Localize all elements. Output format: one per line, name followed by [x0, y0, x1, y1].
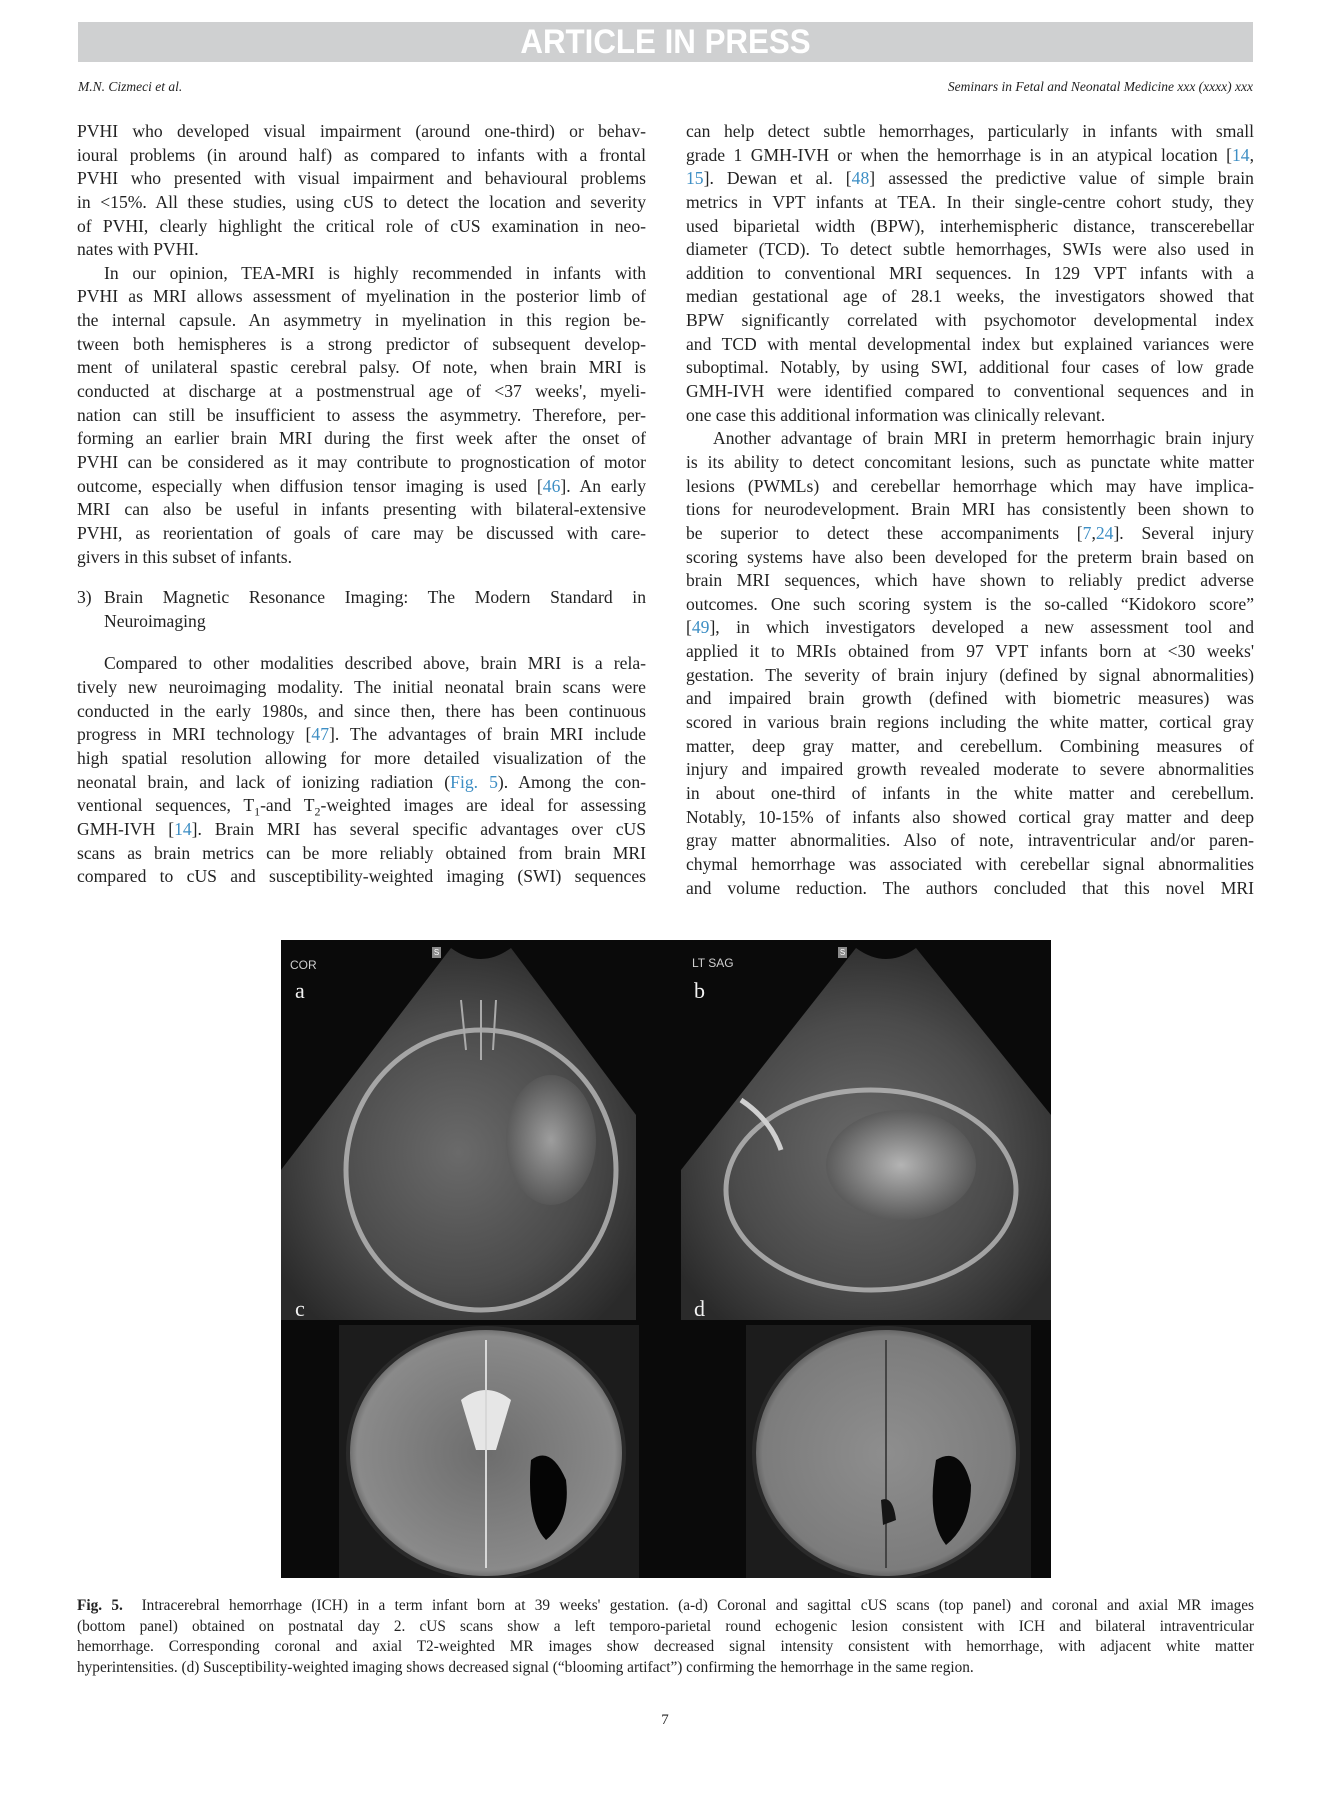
caption-line: (bottom panel) obtained on postnatal day 2. cUS scans show a left temporo-parietal round echogenic lesion consistent with ICH and bilateral intraventricular	[77, 1617, 1254, 1635]
text-line: in <15%. All these studies, using cUS to detect the location and severity	[77, 191, 646, 212]
text-line: PVHI as MRI allows assessment of myelination in the posterior limb of	[77, 286, 646, 307]
text-line: givers in this subset of infants.	[77, 546, 293, 567]
section-heading	[77, 586, 646, 633]
panel-a-ultrasound	[281, 948, 636, 1320]
text-line: be superior to detect these accompaniments [7,24]. Several injury	[686, 522, 1254, 543]
text-line: GMH-IVH were identified compared to conventional sequences and in	[686, 381, 1254, 402]
text-line: median gestational age of 28.1 weeks, the investigators showed that	[686, 286, 1254, 307]
text-line: Another advantage of brain MRI in preterm hemorrhagic brain injury	[713, 428, 1254, 449]
text-line: of PVHI, clearly highlight the critical role of cUS examination in neo-	[77, 215, 646, 236]
citation-link[interactable]: 24	[1095, 522, 1114, 543]
text-line: In our opinion, TEA-MRI is highly recommended in infants with	[104, 262, 646, 283]
text-line: diameter (TCD). To detect subtle hemorrhages, SWIs were also used in	[686, 239, 1254, 260]
text-line: outcomes. One such scoring system is the so-called “Kidokoro score”	[686, 593, 1254, 614]
text-line: injury and impaired growth revealed moderate to severe abnormalities	[686, 759, 1254, 780]
text-line: forming an earlier brain MRI during the first week after the onset of	[77, 428, 646, 449]
citation-link[interactable]: 48	[851, 168, 870, 189]
text-line: ment of unilateral spastic cerebral palsy. Of note, when brain MRI is	[77, 357, 646, 378]
paragraph	[686, 427, 1254, 900]
citation-link[interactable]: 46	[542, 475, 561, 496]
panel-d-mri-swi	[746, 1325, 1031, 1578]
paragraph	[77, 262, 646, 569]
text-line: scoring systems have also been developed for the preterm brain based on	[686, 546, 1254, 567]
text-line: neonatal brain, and lack of ionizing radiation (Fig. 5). Among the con-	[77, 771, 646, 792]
text-line: used biparietal width (BPW), interhemispheric distance, transcerebellar	[686, 215, 1254, 236]
spacer	[77, 569, 646, 586]
caption-line: Fig. 5. Intracerebral hemorrhage (ICH) in a term infant born at 39 weeks' gestation. (a-d) Coronal and sagittal cUS scans (top panel) and coronal and axial MR images	[77, 1597, 1255, 1614]
citation-link[interactable]: 14	[174, 818, 192, 839]
text-line: and TCD with mental developmental index but explained variances were	[686, 333, 1254, 354]
text-line: tively new neuroimaging modality. The initial neonatal brain scans were	[77, 677, 646, 698]
text-line: suboptimal. Notably, by using SWI, additional four cases of low grade	[686, 357, 1254, 378]
article-in-press-banner	[78, 22, 1253, 62]
panel-c-mri-t2	[339, 1325, 639, 1578]
text-line: scans as brain metrics can be more reliably obtained from brain MRI	[77, 842, 646, 863]
figure-label: Fig. 5.	[77, 1597, 123, 1614]
text-line: nates with PVHI.	[77, 239, 199, 260]
text-line: matter, deep gray matter, and cerebellum. Combining measures of	[686, 735, 1254, 756]
text-line: one case this additional information was clinically relevant.	[686, 404, 1106, 425]
probe-marker-a: S	[433, 948, 440, 957]
section-number: 3)	[77, 587, 92, 608]
text-line: conducted at discharge at a postmenstrual age of <37 weeks', myeli-	[77, 381, 646, 402]
text-line: compared to cUS and susceptibility-weighted imaging (SWI) sequences	[77, 866, 646, 887]
text-line: progress in MRI technology [47]. The advantages of brain MRI include	[77, 724, 646, 745]
text-line: outcome, especially when diffusion tensor imaging is used [46]. An early	[77, 475, 647, 496]
citation-link[interactable]: 49	[691, 617, 710, 638]
text-line: and impaired brain growth (defined with biometric measures) was	[686, 688, 1254, 709]
caption-line: hyperintensities. (d) Susceptibility-weighted imaging shows decreased signal (“blooming artifact”) confirming the hemorrhage in the same region.	[77, 1659, 974, 1677]
text-line: in about one-third of infants in the white matter and cerebellum.	[686, 782, 1254, 803]
panel-label-b: b	[694, 978, 705, 1003]
text-line: nation can still be insufficient to assess the asymmetry. Therefore, per-	[77, 404, 646, 425]
probe-marker-b: S	[839, 948, 846, 957]
left-column	[77, 120, 646, 889]
text-line: GMH-IVH [14]. Brain MRI has several specific advantages over cUS	[77, 818, 646, 839]
figure-5-image	[281, 940, 1051, 1578]
text-line: tions for neurodevelopment. Brain MRI has consistently been shown to	[686, 499, 1254, 520]
text-line: brain MRI sequences, which have shown to reliably predict adverse	[686, 570, 1254, 591]
page-number: 7	[661, 1712, 669, 1728]
caption-line: hemorrhage. Corresponding coronal and axial T2-weighted MR images show decreased signal intensity consistent with hemorrhage, with adjacent white matter	[77, 1638, 1254, 1656]
paragraph	[77, 120, 646, 262]
citation-link[interactable]: 15	[686, 168, 704, 189]
text-line: PVHI, as reorientation of goals of care may be discussed with care-	[77, 522, 646, 543]
text-line: Notably, 10-15% of infants also showed cortical gray matter and deep	[686, 806, 1254, 827]
panel-label-d: d	[694, 1296, 705, 1321]
text-line: MRI can also be useful in infants presenting with bilateral-extensive	[77, 499, 646, 520]
panel-a-view-tag: COR	[290, 958, 317, 972]
text-line: Compared to other modalities described above, brain MRI is a rela-	[104, 653, 646, 674]
text-line: PVHI who developed visual impairment (around one-third) or behav-	[77, 121, 646, 141]
running-head-authors: M.N. Cizmeci et al.	[78, 79, 183, 94]
text-line: high spatial resolution allowing for more detailed visualization of the	[77, 748, 646, 769]
figure-link[interactable]: Fig. 5	[450, 771, 498, 792]
text-line: addition to conventional MRI sequences. In 129 VPT infants with a	[686, 262, 1254, 283]
text-line: BPW significantly correlated with psychomotor developmental index	[686, 310, 1254, 331]
panel-label-c: c	[295, 1296, 305, 1321]
text-line: ventional sequences, $T_1$-and $T_2$-weighted images are ideal for assessing	[77, 795, 646, 819]
text-line: gestation. The severity of brain injury (defined by signal abnormalities)	[686, 664, 1254, 685]
section-title-line: Brain Magnetic Resonance Imaging: The Modern Standard in	[104, 587, 646, 608]
panel-b-ultrasound	[681, 948, 1051, 1320]
text-line: scored in various brain regions including the white matter, cortical gray	[686, 712, 1254, 733]
citation-link[interactable]: 7	[1082, 522, 1092, 543]
text-line: ioural problems (in around half) as compared to infants with a frontal	[77, 144, 646, 165]
text-line: gray matter abnormalities. Also of note, intraventricular and/or paren-	[686, 830, 1254, 851]
text-line: PVHI can be considered as it may contribute to prognostication of motor	[77, 451, 646, 472]
text-line: conducted in the early 1980s, and since then, there has been continuous	[77, 700, 646, 721]
text-line: metrics in VPT infants at TEA. In their single-centre cohort study, they	[686, 191, 1254, 212]
text-line: and volume reduction. The authors concluded that this novel MRI	[686, 877, 1254, 898]
text-line: 15]. Dewan et al. [48] assessed the predictive value of simple brain	[686, 168, 1254, 189]
panel-b-view-tag: LT SAG	[692, 956, 734, 970]
right-column	[686, 120, 1254, 900]
panel-label-a: a	[295, 978, 305, 1003]
text-line: grade 1 GMH-IVH or when the hemorrhage is in an atypical location [14,	[686, 144, 1254, 165]
paragraph	[686, 120, 1254, 427]
citation-link[interactable]: 14	[1232, 144, 1250, 165]
text-line: the internal capsule. An asymmetry in myelination in this region be-	[77, 310, 646, 331]
running-head-journal: Seminars in Fetal and Neonatal Medicine xxx (xxxx) xxx	[947, 79, 1253, 94]
text-line: lesions (PWMLs) and cerebellar hemorrhage which may have implica-	[686, 475, 1254, 496]
section-title-line: Neuroimaging	[104, 610, 206, 631]
spacer	[77, 633, 646, 652]
banner-text: ARTICLE IN PRESS	[520, 23, 811, 61]
text-line: PVHI who presented with visual impairment and behavioural problems	[77, 168, 646, 189]
figure-graphic	[281, 940, 1051, 1578]
paragraph	[77, 652, 646, 888]
text-line: [49], in which investigators developed a new assessment tool and	[686, 617, 1254, 638]
citation-link[interactable]: 47	[311, 724, 329, 745]
text-line: is its ability to detect concomitant lesions, such as punctate white matter	[686, 451, 1254, 472]
figure-caption	[77, 1596, 1254, 1679]
text-line: chymal hemorrhage was associated with cerebellar signal abnormalities	[686, 853, 1254, 874]
text-line: tween both hemispheres is a strong predictor of subsequent develop-	[77, 333, 646, 354]
text-line: can help detect subtle hemorrhages, particularly in infants with small	[686, 121, 1254, 141]
text-line: applied it to MRIs obtained from 97 VPT infants born at <30 weeks'	[686, 641, 1254, 662]
